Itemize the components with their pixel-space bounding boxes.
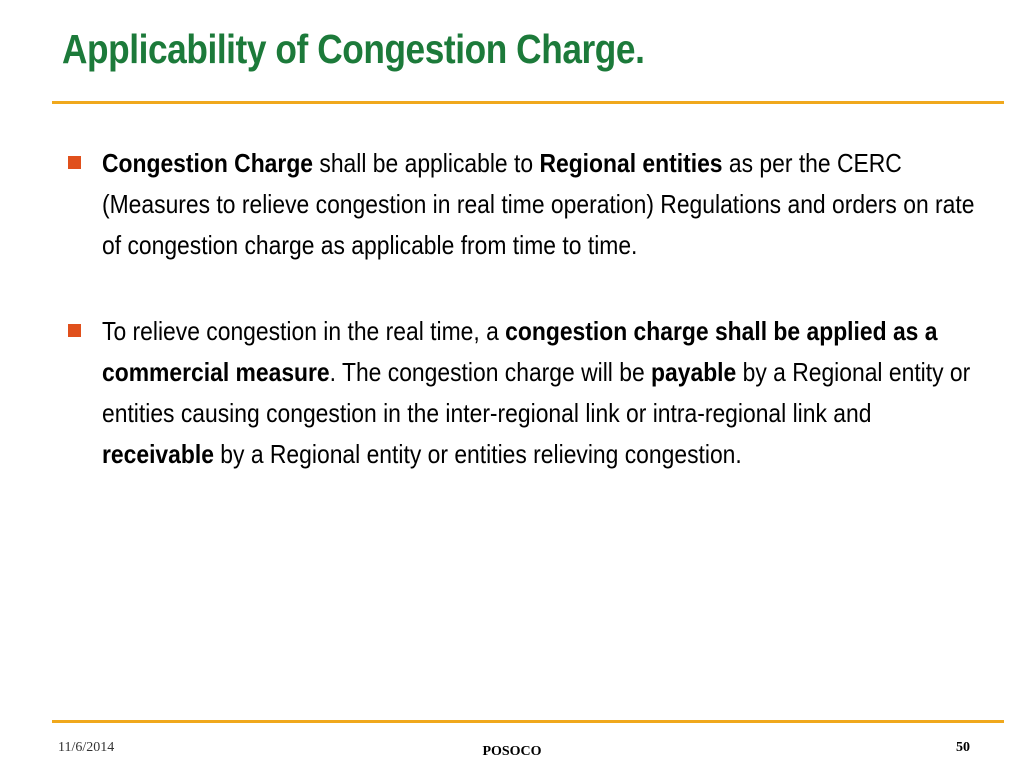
bullet-item (62, 143, 975, 266)
bullet-text-segment: Regional entities (539, 148, 723, 178)
slide-title: Applicability of Congestion Charge. (62, 26, 645, 72)
bullet-text-segment: shall be applicable to (313, 148, 540, 178)
footer-organization: POSOCO (482, 744, 542, 759)
title-divider (52, 101, 1004, 104)
footer-date: 11/6/2014 (58, 740, 115, 755)
bullet-text-segment: . The congestion charge will be (329, 357, 652, 387)
square-bullet-icon (68, 156, 81, 169)
bullet-text-segment: Congestion Charge (102, 148, 314, 178)
slide-content (62, 143, 975, 475)
bullet-text-segment: To relieve congestion in the real time, a (102, 316, 506, 346)
footer-divider (52, 720, 1004, 723)
bullet-text-segment: receivable (102, 439, 214, 469)
bullet-text (102, 143, 982, 266)
bullet-text-segment: as per the CERC (Measures to relieve congestion in real time operation) Regulations and orders on rate of congestion charge as applicable from time to time. (102, 148, 975, 260)
bullet-text (102, 311, 982, 475)
square-bullet-icon (68, 324, 81, 337)
bullet-text-segment: by a Regional entity or entities relieving congestion. (213, 439, 742, 469)
bullet-text-segment: payable (651, 357, 737, 387)
page-number: 50 (956, 740, 970, 755)
bullet-text-segment: congestion charge shall be applied as a commercial measure (102, 316, 938, 387)
bullet-text-segment: by a Regional entity or entities causing congestion in the inter-regional link or intra-regional link and (102, 357, 971, 428)
bullet-item (62, 311, 971, 475)
